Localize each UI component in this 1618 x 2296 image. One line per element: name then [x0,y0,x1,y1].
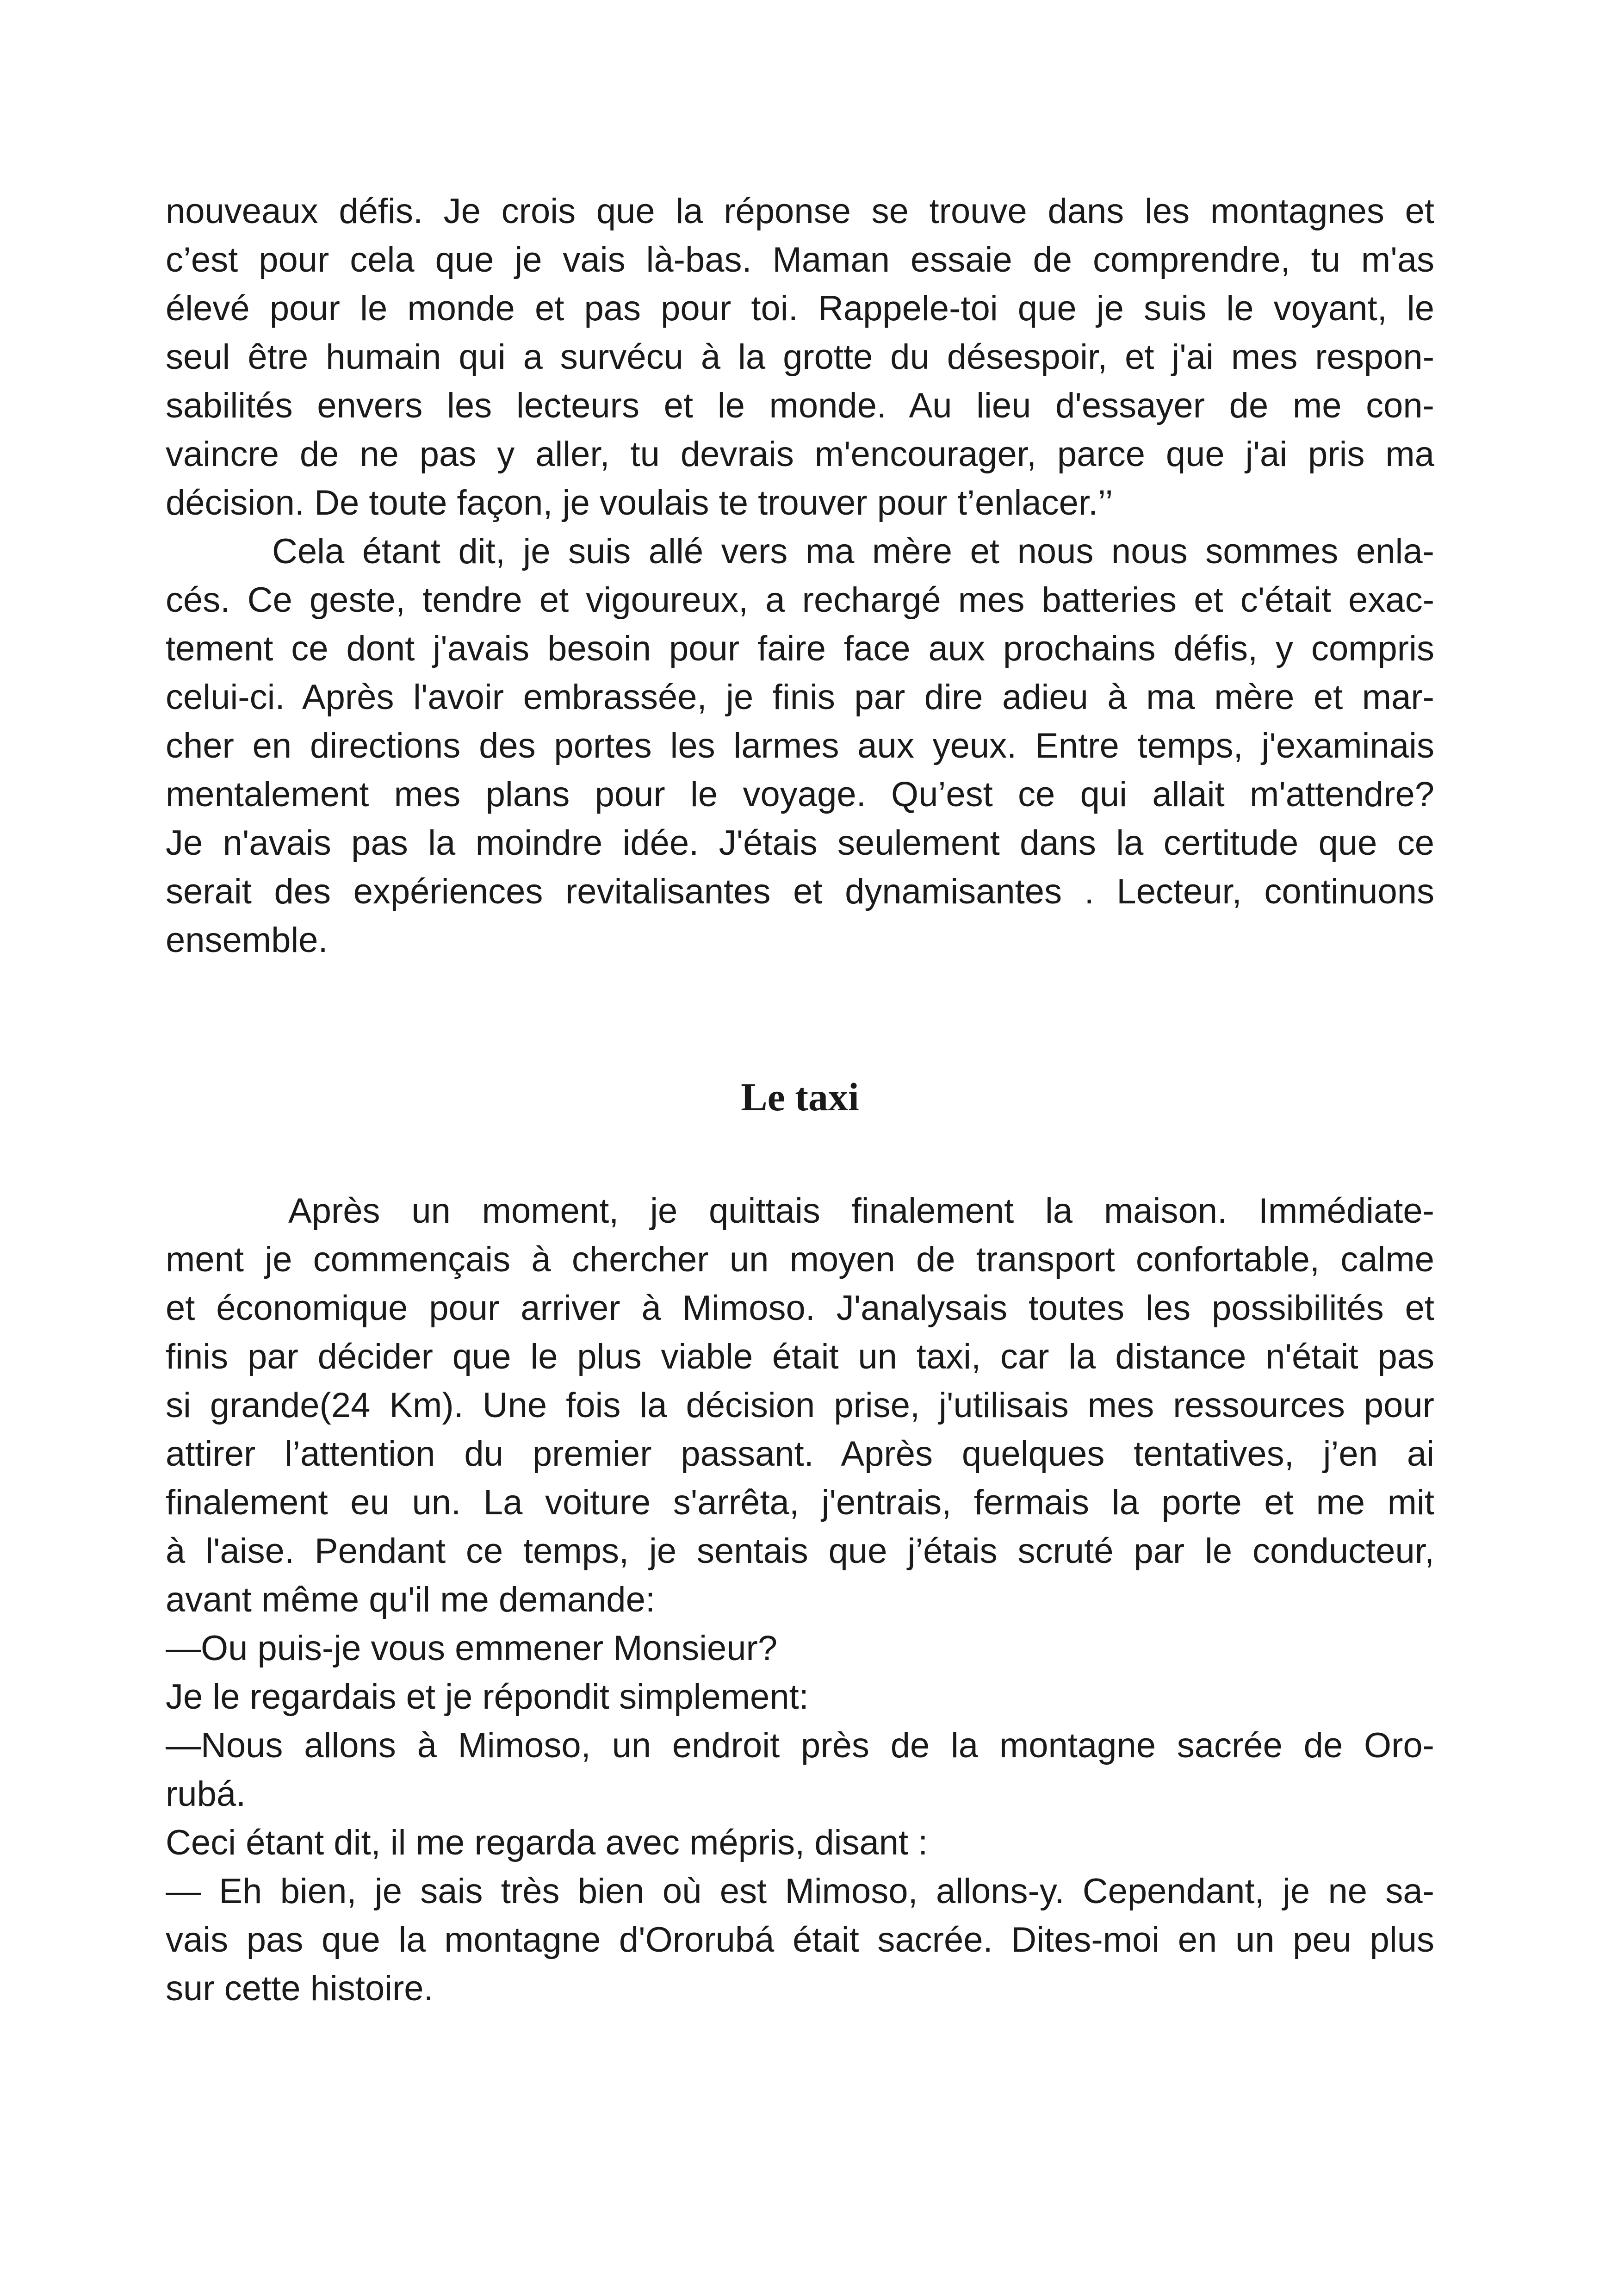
dialogue-line: rubá. [166,1774,246,1814]
dialogue-line: — Eh bien, je sais très bien où est Mimoso, allons-y. Cependant, je ne sa- [166,1872,1434,1911]
text-line: sabilités envers les lecteurs et le monde. Au lieu d'essayer de me con- [166,386,1434,425]
text-line: nouveaux défis. Je crois que la réponse se trouve dans les montagnes et [166,192,1434,231]
text-line: finalement eu un. La voiture s'arrêta, j'entrais, fermais la porte et me mit [166,1483,1434,1522]
text-line: finis par décider que le plus viable était un taxi, car la distance n'était pas [166,1337,1434,1376]
text-line: cés. Ce geste, tendre et vigoureux, a rechargé mes batteries et c'était exac- [166,580,1434,620]
section-title: Le taxi [741,1075,859,1119]
text-line: mentalement mes plans pour le voyage. Qu’est ce qui allait m'attendre? [166,775,1434,814]
text-line: vaincre de ne pas y aller, tu devrais m'encourager, parce que j'ai pris ma [166,435,1434,474]
dialogue-line: sur cette histoire. [166,1969,434,2008]
text-line: Après un moment, je quittais finalement la maison. Immédiate- [288,1191,1434,1231]
text-line: Cela étant dit, je suis allé vers ma mère et nous nous sommes enla- [272,532,1434,571]
text-line: ensemble. [166,921,328,960]
text-line: avant même qu'il me demande: [166,1580,655,1619]
dialogue-line: vais pas que la montagne d'Ororubá était sacrée. Dites-moi en un peu plus [166,1920,1434,1960]
text-line: serait des expériences revitalisantes et dynamisantes . Lecteur, continuons [166,872,1434,911]
dialogue-line: Je le regardais et je répondit simplement: [166,1677,809,1717]
text-line: élevé pour le monde et pas pour toi. Rappele-toi que je suis le voyant, le [166,289,1434,328]
text-line: si grande(24 Km). Une fois la décision prise, j'utilisais mes ressources pour [166,1386,1434,1425]
text-line: Je n'avais pas la moindre idée. J'étais seulement dans la certitude que ce [166,823,1434,863]
dialogue-line: Ceci étant dit, il me regarda avec mépris, disant : [166,1823,928,1862]
text-line: tement ce dont j'avais besoin pour faire face aux prochains défis, y compris [166,629,1434,668]
dialogue-line: —Nous allons à Mimoso, un endroit près de la montagne sacrée de Oro- [166,1726,1434,1765]
text-line: c’est pour cela que je vais là-bas. Maman essaie de comprendre, tu m'as [166,240,1434,280]
text-line: à l'aise. Pendant ce temps, je sentais que j’étais scruté par le conducteur, [166,1531,1434,1571]
dialogue-line: —Ou puis-je vous emmener Monsieur? [166,1629,778,1668]
text-line: cher en directions des portes les larmes aux yeux. Entre temps, j'examinais [166,726,1434,765]
text-line: ment je commençais à chercher un moyen de transport confortable, calme [166,1240,1434,1279]
text-line: décision. De toute façon, je voulais te trouver pour t’enlacer.’’ [166,483,1113,523]
text-line: celui-ci. Après l'avoir embrassée, je finis par dire adieu à ma mère et mar- [166,678,1434,717]
text-line: seul être humain qui a survécu à la grotte du désespoir, et j'ai mes respon- [166,337,1434,377]
text-line: attirer l’attention du premier passant. Après quelques tentatives, j’en ai [166,1434,1434,1474]
text-line: et économique pour arriver à Mimoso. J'analysais toutes les possibilités et [166,1288,1434,1328]
